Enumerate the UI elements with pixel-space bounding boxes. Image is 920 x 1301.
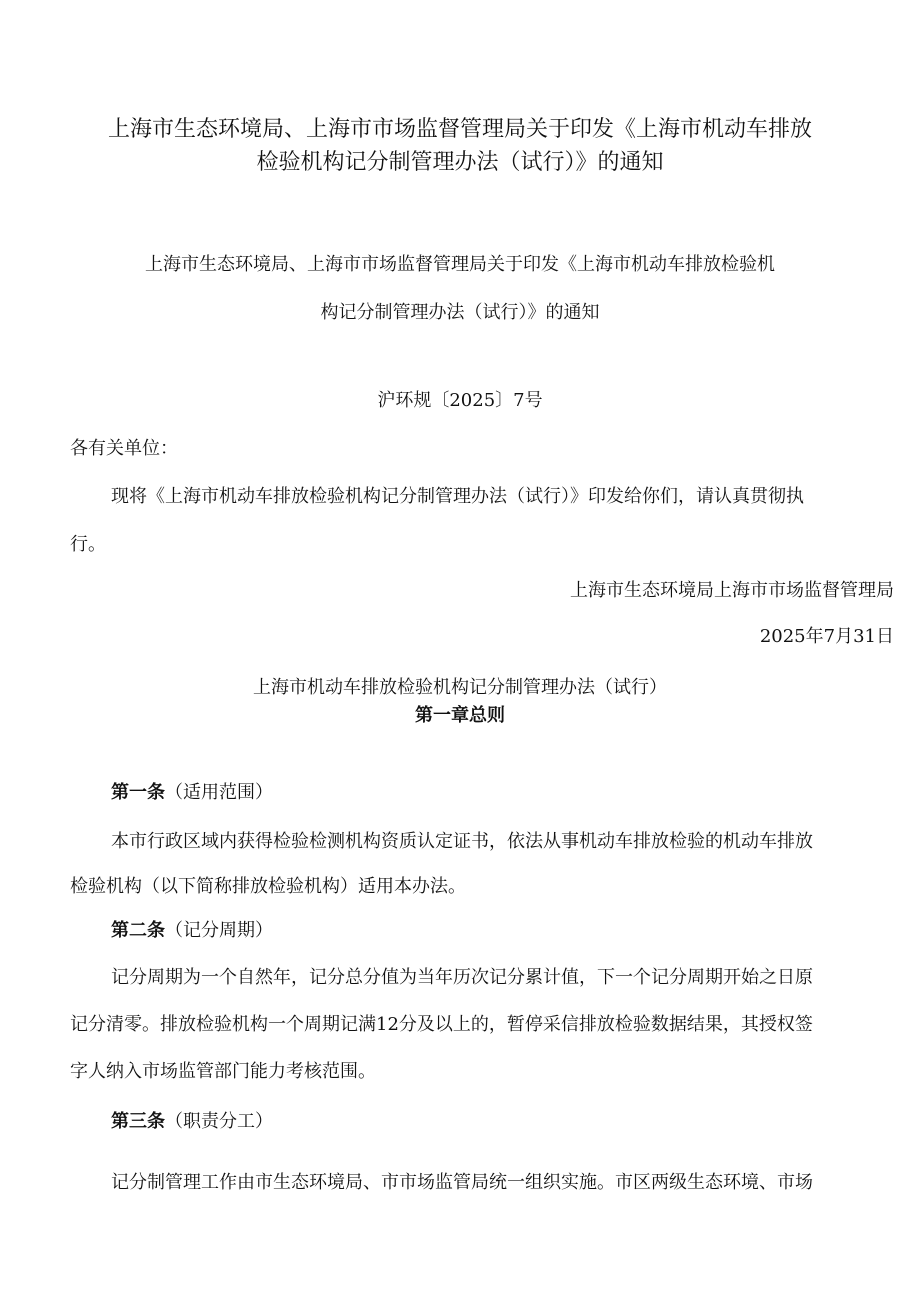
article-1-topic: （适用范围） bbox=[165, 782, 273, 803]
issuer-signature: 上海市生态环境局上海市市场监督管理局 bbox=[570, 580, 894, 601]
article-2-label: 第二条 bbox=[111, 920, 165, 941]
article-3-heading bbox=[111, 1107, 273, 1133]
chapter-heading: 第一章总则 bbox=[415, 705, 505, 726]
article-1-heading bbox=[111, 778, 273, 804]
notice-title-line-2: 构记分制管理办法（试行）》的通知 bbox=[320, 302, 600, 323]
notice-title-line-1: 上海市生态环境局、上海市市场监督管理局关于印发《上海市机动车排放检验机 bbox=[145, 254, 775, 275]
intro-paragraph-line-2: 行。 bbox=[70, 534, 106, 555]
document-title-line-2: 检验机构记分制管理办法（试行）》的通知 bbox=[256, 150, 664, 175]
article-2-line-2: 记分清零。排放检验机构一个周期记满12分及以上的，暂停采信排放检验数据结果，其授权签 bbox=[70, 1014, 813, 1035]
article-3-topic: （职责分工） bbox=[165, 1111, 273, 1132]
article-2-line-3: 字人纳入市场监管部门能力考核范围。 bbox=[70, 1061, 376, 1082]
article-1-label: 第一条 bbox=[111, 782, 165, 803]
measures-title: 上海市机动车排放检验机构记分制管理办法（试行） bbox=[253, 677, 667, 698]
article-2-heading bbox=[111, 916, 273, 942]
article-3-line-1: 记分制管理工作由市生态环境局、市市场监管局统一组织实施。市区两级生态环境、市场 bbox=[111, 1172, 813, 1193]
intro-paragraph-line-1: 现将《上海市机动车排放检验机构记分制管理办法（试行）》印发给你们，请认真贯彻执 bbox=[111, 486, 804, 507]
article-2-topic: （记分周期） bbox=[165, 920, 273, 941]
issue-date: 2025年7月31日 bbox=[759, 626, 894, 647]
article-3-label: 第三条 bbox=[111, 1111, 165, 1132]
document-number: 沪环规〔2025〕7号 bbox=[377, 390, 543, 411]
salutation: 各有关单位： bbox=[70, 438, 178, 459]
article-1-line-1: 本市行政区域内获得检验检测机构资质认定证书，依法从事机动车排放检验的机动车排放 bbox=[111, 831, 813, 852]
document-title-line-1: 上海市生态环境局、上海市市场监督管理局关于印发《上海市机动车排放 bbox=[107, 117, 812, 142]
article-2-line-1: 记分周期为一个自然年，记分总分值为当年历次记分累计值，下一个记分周期开始之日原 bbox=[111, 967, 813, 988]
article-1-line-2: 检验机构（以下简称排放检验机构）适用本办法。 bbox=[70, 876, 466, 897]
